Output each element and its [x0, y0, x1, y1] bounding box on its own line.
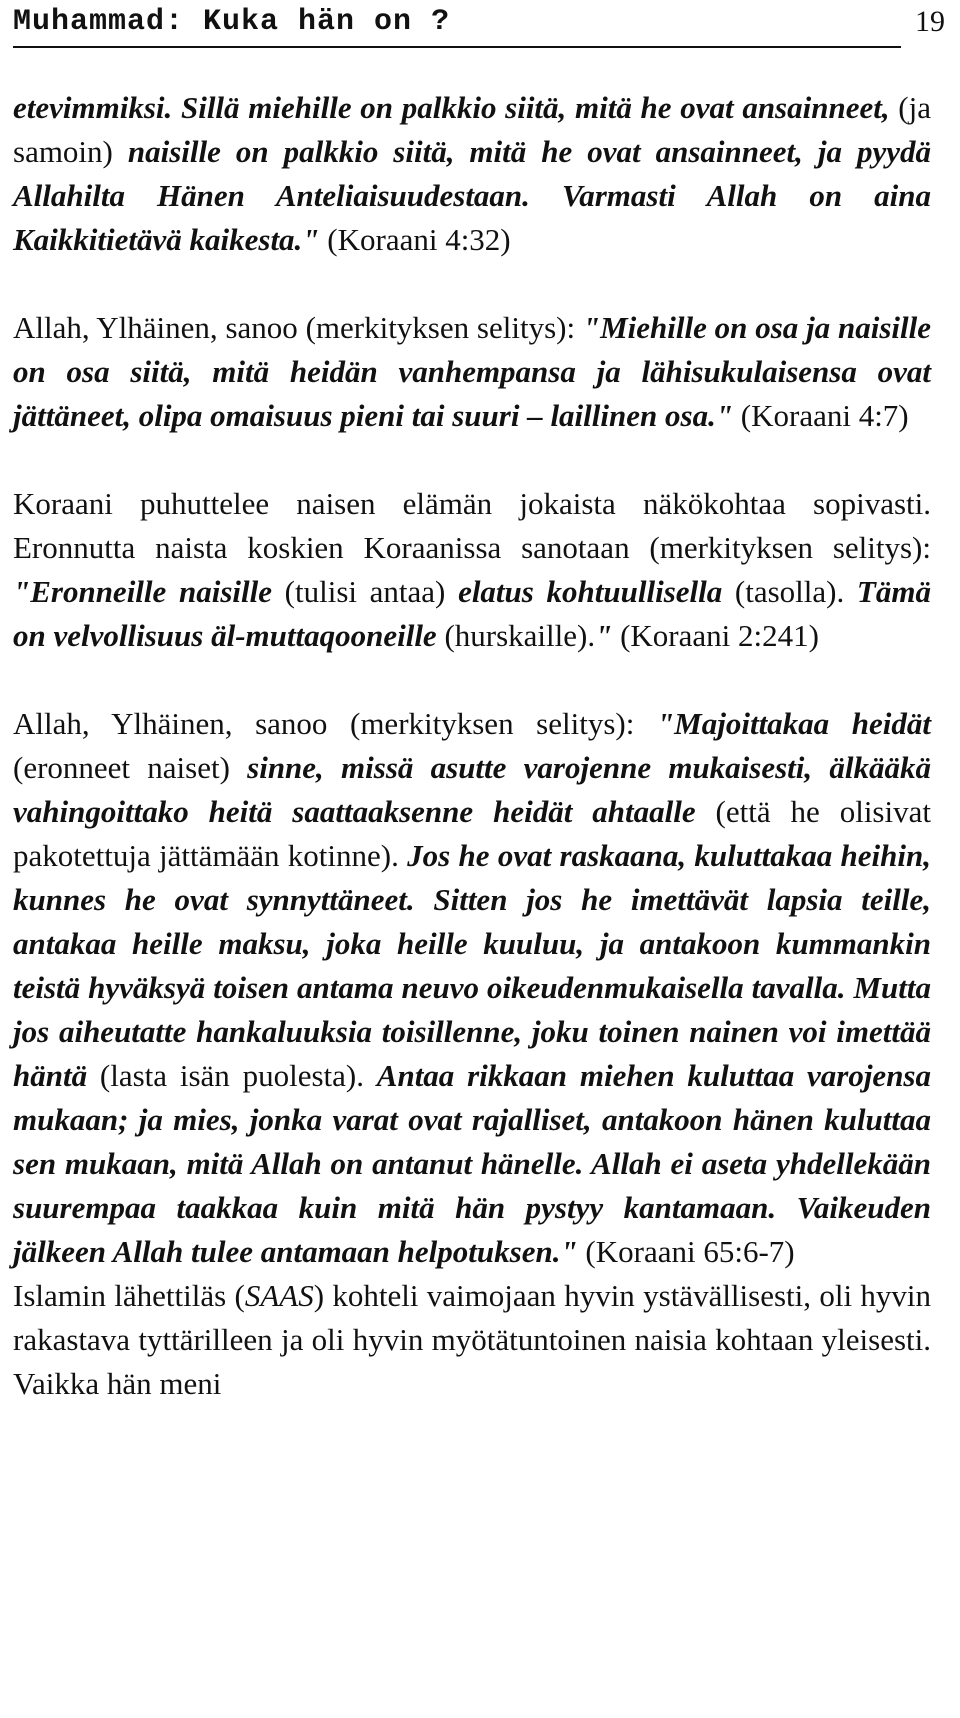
text-run: SAAS — [244, 1278, 314, 1313]
text-run: Jos he ovat raskaana, kuluttakaa heihin, kunnes he ovat synnyttäneet. Sitten jos he imettävät lapsia teille, antakaa heille maksu, joka heille kuuluu, ja antakoon kummankin teistä hyväksyä toisen antama neuvo oikeudenmukaisella tavalla. Mutta jos aiheutatte hankaluuksia toisillenne, joku toinen nainen voi imettää häntä — [13, 838, 931, 1093]
text-run: (Koraani 65:6-7) — [577, 1234, 795, 1269]
text-run: sinne, missä asutte varojenne mukaisesti, älkääkä vahingoittako heitä saattaaksenne heidät ahtaalle — [13, 750, 931, 829]
header-rule — [13, 46, 901, 48]
paragraph-1 — [13, 86, 931, 262]
text-run: (Koraani 4:7) — [733, 398, 909, 433]
text-run: Koraani puhuttelee naisen elämän jokaista näkökohtaa sopivasti. Eronnutta naista koskien Koraanissa sanotaan (merkityksen selitys): — [13, 486, 931, 565]
text-run: (hurskaille). — [436, 618, 596, 653]
page-header — [13, 2, 945, 46]
text-run: Tämä on velvollisuus äl-muttaqooneille — [13, 574, 931, 653]
body-text — [13, 86, 931, 1406]
text-run: naisille on palkkio siitä, mitä he ovat ansainneet, ja pyydä Allahilta Hänen Anteliaisuudestaan. Varmasti Allah on aina Kaikkitietävä kaikesta." — [13, 134, 931, 257]
text-run: "Miehille on osa ja naisille on osa siitä, mitä heidän vanhempansa ja lähisukulaisensa ovat jättäneet, olipa omaisuus pieni tai suuri – laillinen osa." — [13, 310, 931, 433]
text-run: (eronneet naiset) — [13, 750, 248, 785]
text-run: " — [595, 618, 613, 653]
paragraph-2 — [13, 306, 931, 438]
text-run: ) kohteli vaimojaan hyvin ystävällisesti, oli hyvin rakastava tyttärilleen ja oli hyvin myötätuntoinen naisia kohtaan yleisesti. Vaikka hän meni — [13, 1278, 931, 1401]
text-run: Allah, Ylhäinen, sanoo (merkityksen selitys): — [13, 310, 583, 345]
text-run: (ja samoin) — [13, 90, 932, 169]
text-run: Antaa rikkaan miehen kuluttaa varojensa mukaan; ja mies, jonka varat ovat rajalliset, antakoon hänen kuluttaa sen mukaan, mitä Allah on antanut hänelle. Allah ei aseta yhdellekään suurempaa taakkaa kuin mitä hän pystyy kantamaan. Vaikeuden jälkeen Allah tulee antamaan helpotuksen." — [13, 1058, 931, 1269]
text-run: (tasolla). — [722, 574, 857, 609]
text-run: elatus kohtuullisella — [458, 574, 723, 609]
text-run: (lasta isän puolesta). — [87, 1058, 377, 1093]
running-title: Muhammad: Kuka hän on ? — [13, 5, 451, 39]
paragraph-3 — [13, 482, 931, 658]
text-run: "Majoittakaa heidät — [656, 706, 932, 741]
text-run: etevimmiksi. Sillä miehille on palkkio siitä, mitä he ovat ansainneet, — [13, 90, 890, 125]
text-run: Islamin lähettiläs ( — [13, 1278, 245, 1313]
text-run: Allah, Ylhäinen, sanoo (merkityksen selitys): — [13, 706, 657, 741]
page-number: 19 — [915, 5, 945, 38]
text-run: (tulisi antaa) — [271, 574, 459, 609]
text-run: "Eronneille naisille — [13, 574, 272, 609]
paragraph-4 — [13, 702, 931, 1274]
text-run: (Koraani 4:32) — [319, 222, 511, 257]
text-run: (että he olisivat pakotettuja jättämään kotinne). — [13, 794, 931, 873]
paragraph-5 — [13, 1274, 931, 1406]
text-run: (Koraani 2:241) — [612, 618, 819, 653]
